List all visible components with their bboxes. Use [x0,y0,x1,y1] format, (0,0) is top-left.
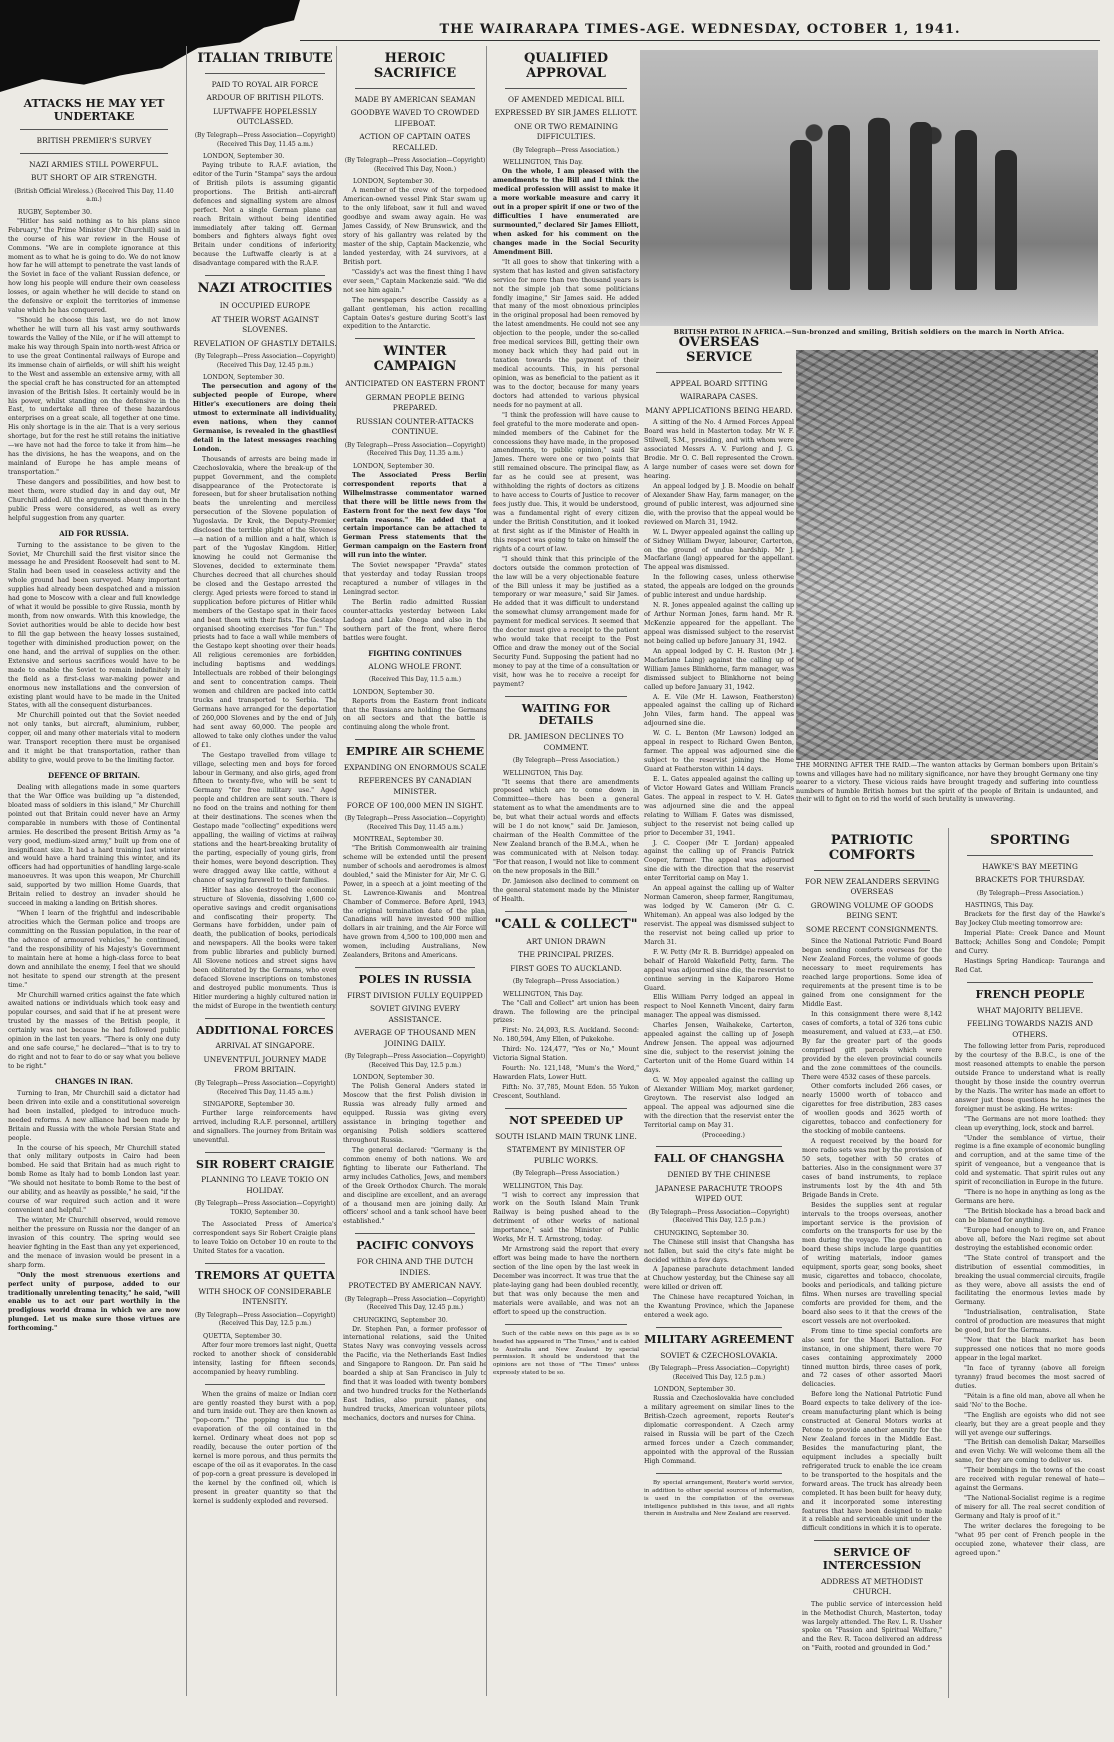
paragraph: Third: No. 124,477, "Yes or No," Mount Victoria Signal Station. [493,1046,639,1063]
rule [205,1018,325,1019]
photo-morning-after-raid [796,350,1098,760]
headline-additional-forces: ADDITIONAL FORCES [196,1023,334,1037]
photo-caption: THE MORNING AFTER THE RAID.—The wanton attacks by German bombers upon Britain's towns and villages have had no military significance, nor have they brought Germany one tiny nearer to a victory. These vicious raids have brought tragedy and suffering into countless numbers of humble British homes but the spirit of the people of Britain is undaunted, and their will to fight on to rid the world of such brutality is unwavering. [796,762,1098,803]
subhead: EXPRESSED BY SIR JAMES ELLIOTT. [494,108,638,118]
subhead: AT THEIR WORST AGAINST SLOVENES. [211,314,319,335]
subhead: LUFTWAFFE HOPELESSLY OUTCLASSED. [213,106,317,127]
dateline: LONDON, September 30. [203,153,285,161]
paragraph: Turning to the assistance to be given to the Soviet, Mr Churchill said the first visitor since the message he and President Roosevelt had sent to M. Stalin had been used in ceaseless activity and the whole ground had been surveyed. Many important supplies had already been despatched and a mission had gone to Moscow with a clear and full knowledge of what it would be possible to give Russia, month by month, from now onwards. With this knowledge, the Soviet authorities would be able to decide how best to fill the gap between the heavy losses sustained, together with diminished production power, on the one hand, and the arrival of supplies on the other. Extensive and serious sacrifices would have to be made to enable the Soviet to remain indefinitely in the field as a first-class war-making power and enormous new installations and the conversion of existing plant would have to be made in the United States, with all the consequent disturbances. [8,541,180,710]
paragraph: These dangers and possibilities, and how best to meet them, were studied day in and day out, Mr Churchill added. All the arguments about them in the public Press were considered, as well as every helpful suggestion from any quarter. [8,478,180,522]
rule [355,338,475,339]
paragraph: Dealing with allegations made in some quarters that the War Office was building up "a distended, bloated mass of soldiers in this island," Mr Churchill pointed out that Britain could never have an Army comparable in numbers with those of Continental armies. He described the present British Army as "a very good, medium-sized army," built up from one of insignificant size. It had a hard training last winter and would have a hard training this winter, and its officers had had opportunities of handling large-scale manoeuvres. It was upon this weapon, Mr Churchill said, supported by two million Home Guards, that Britain relied to destroy an invader should he succeed in making a landing on British shores. [8,783,180,908]
subhead: RUSSIAN COUNTER-ATTACKS CONTINUE. [356,416,474,437]
rule [967,855,1093,856]
rule [505,911,627,912]
paragraph: E. L. Gates appealed against the calling up of Victor Howard Gates and William Francis Gates. The appeal in respect to V. H. Gates was adjourned sine die and the appeal relating to William F. Gates was dismissed, subject to the reservist not being called up prior to December 31, 1941. [644,775,794,837]
paragraph: N. R. Jones appealed against the calling up of Arthur Norman Jones, farm hand. Mr R. McKenzie appeared for the appellant. The appeal was dismissed subject to the reservist not being called up before January 31, 1942. [644,602,794,645]
paragraph: "The English are egoists who did not see clearly, but they are a great people and they will yet avenge our sufferings. [955,1411,1105,1437]
paragraph: An appeal lodged by C. H. Ruston (Mr J. Macfarlane Laing) against the calling up of William James Blinkhorne, farm manager, was dismissed subject to Blinkhorne not being called up before January 31, 1942. [644,647,794,691]
paragraph: "I should think that this principle of the doctors outside the common protection of the law will be a very objectionable feature of the Bill unless it may be justified as a temporary or war measure," said Sir James. He added that it was difficult to understand the somewhat clumsy arrangement made for payment for medical services. It seemed that the doctor must give a receipt to the patient who would take that receipt to the Post Office and draw the money out of the Social Security Fund. Supposing the patient had no money to pay at the time of a consultation or visit, how was he to receive a receipt for payment? [493,555,639,688]
paragraph: The persecution and agony of the subjected people of Europe, where Hitler's executioners are doing their utmost to exterminate all individuality, even nations, when they cannot Germanise, is revealed in the ghastliest detail in the latest messages reaching London. [193,383,337,453]
dateline: LONDON, September 30. [353,462,435,470]
paragraph: "It seems that there are amendments proposed which are to come down in Committee—there has been a general statement as to what the amendments are to be, but what their actual words and effects will be I do not know," said Dr. Jamieson, chairman of the Health Committee of the New Zealand branch of the B.M.A., when he was communicated with at Nelson today. "For that reason, I would not like to comment on the new proposals in the Bill." [493,778,639,875]
wire-credit: (By Telegraph—Press Association—Copyright) (Received This Day, 11.45 a.m.) [194,1080,336,1096]
subhead: HAWKE'S BAY MEETING [982,861,1078,871]
paragraph: "Europe had enough to live on, and France above all, before the Nazi regime set about destroying the established economic order. [955,1226,1105,1252]
rule [656,1327,782,1328]
paragraph: "The British Commonwealth air training scheme will be extended until the present number of schools and aerodromes is almost doubled," said the Minister for Air, Mr C. G. Power, in a speech at a joint meeting of the St. Lawrence-Kiwanis and Montreal Chamber of Commerce. Before April, 1943, the original termination date of the plan, Canadians will have invested 900 million dollars in air training, and the Air Force will have grown from 4,500 to 100,000 men and women, including Australians, New Zealanders, Britons and Americans. [343,844,487,960]
headline-service-of-intercession: SERVICE OF INTERCESSION [822,1546,922,1572]
paragraph: "The British blockade has a broad back and can be blamed for anything. [955,1208,1105,1224]
headline-italian-tribute: ITALIAN TRIBUTE [197,51,333,66]
rule [967,982,1093,983]
subhead: DENIED BY THE CHINESE [667,1170,771,1180]
subhead: AVERAGE OF THOUSAND MEN JOINING DAILY. [353,1028,477,1048]
paragraph: The Berlin radio admitted Russian counter-attacks yesterday between Lake Ladoga and Lake Onega and also in the southern part of the front, where fierce battles were fought. [343,598,487,642]
paragraph: A member of the crew of the torpedoed American-owned vessel Pink Star swam up to the only lifeboat, saw it full and waved goodbye and swam away again. He was James Cassidy, of New Brunswick, and the story of his gallantry was related by the master of the ship, Captain Mackenzie, who landed yesterday, with 24 survivors, at a British port. [343,187,487,266]
paragraph: An appeal against the calling up of Walter Norman Cameron, sheep farmer, Rangitumau, was lodged by W. Cameron (Mr G. C. Whiteman). An appeal was also lodged by the reservist. The appeal was dismissed subject to the reservist not being called up prior to March 31. [644,885,794,946]
subhead: ALONG WHOLE FRONT. [368,661,462,671]
paragraph: In the course of his speech, Mr Churchill stated that only military outposts in Cairo had been bombed. He said that Britain had as much right to bomb Rome as Italy had to bomb London last year. "We should not hesitate to bomb Rome to the best of our ability, and as heavily as possible," he said, "if the course of war required such action and it were convenient and helpful." [8,1144,180,1215]
paragraph: Russia and Czechoslovakia have concluded a military agreement on similar lines to the British-Czech agreement, reports Reuter's diplomatic correspondent. A Czech army raised in Russia will be part of the Czech armed forces under a Czech commander, appointed with the approval of the Russian High Command. [644,1395,794,1465]
paragraph: The following letter from Paris, reproduced by the courtesy of the B.B.C., is one of the most reasoned attempts to enable the person outside France to understand what is really thought by those inside the country overrun by the Nazis. The writer has made an effort to answer just those questions he imagines the foreigner must be asking. He writes: [955,1043,1105,1113]
headline-heroic-sacrifice: HEROIC SACRIFICE [373,51,457,81]
soldier-figure [790,140,812,290]
paragraph: The "Call and Collect" art union has been drawn. The following are the principal prizes: [493,999,639,1025]
paragraph: Dr. Jamieson also declined to comment on the general statement made by the Minister of Health. [493,877,639,903]
paragraph: "It all goes to show that tinkering with a system that has lasted and given satisfactory service for more than two thousand years is not the simple job that some politicians fondly imagine," Sir James said. He added that many of the most obnoxious principles in the original proposal had been removed by the latest amendments. He could not see any objection to the people, under the so-called free medical services Bill, getting their own money back which they had paid out in taxation towards the payment of their medical accounts. This, in his personal opinion, was as beneficial to the patient as it was to the doctor, because for many years doctors had attended to various physical needs for no payment at all. [493,258,639,409]
soldier-figure [828,125,850,290]
headline-sir-robert-craigie: SIR ROBERT CRAIGIE [196,1157,334,1171]
paragraph: G. W. Moy appealed against the calling up of Alexander William Moy, market gardener, Greytown. The reservist also lodged an appeal. The appeal was adjourned sine die with the direction that the reservist enter the Territorial camp on May 31. [644,1076,794,1129]
paragraph: First: No. 24,093, R.S. Auckland. Second: No. 180,594, Amy Ellen, of Pukekohe. [493,1027,639,1044]
subhead: FIRST GOES TO AUCKLAND. [510,963,622,973]
rule [505,1324,627,1325]
paragraph: Reports from the Eastern front indicate that the Russians are holding the Germans on all sectors and that the battle is continuing along the whole front. [343,697,487,732]
paragraph: F. W. Petty (Mr R. B. Burridge) appealed on behalf of Harold Wakefield Petty, farm. The appeal was adjourned sine die, the reservist to continue serving in the Kaiparoro Home Guard. [644,948,794,992]
headline-pacific-convoys: PACIFIC CONVOYS [356,1239,474,1253]
wire-credit: (By Telegraph—Press Association—Copyright) (Received This Day, 12.5 p.m.) [648,1365,790,1381]
photo-caption: BRITISH PATROL IN AFRICA.—Sun-bronzed and smiling, British soldiers on the march in North Africa. [673,328,1065,336]
wire-credit: (By Telegraph—Press Association.) [976,889,1084,897]
subhead: APPEAL BOARD SITTING [670,378,768,388]
wire-credit: (By Telegraph—Press Association—Copyright) (Received This Day, 12.45 p.m.) [344,1295,486,1312]
subhead: PAID TO ROYAL AIR FORCE [211,79,319,89]
paragraph: A Japanese parachute detachment landed at Chuchow yesterday, but the Chinese say all were killed or driven off. [644,1266,794,1292]
dateline: QUETTA, September 30. [203,1332,282,1340]
paragraph: A sitting of the No. 4 Armed Forces Appeal Board was held in Masterton today. Mr W. F. Stilwell, S.M., presiding, and with whom were associated Messrs A. V. Furlong and J. G. Brodie. Mr O. C. Bell represented the Crown. A large number of cases were set down for hearing. [644,419,794,481]
paragraph: The public service of intercession held in the Methodist Church, Masterton, today was largely attended. The Rev. L. R. Ussher spoke on "Passion and Spiritual Welfare," and the Rev. R. Tacoa delivered an address on "Faith, rooted and grounded in God." [802,1600,942,1653]
column-heroic-sacrifice [336,46,487,1696]
dateline: RUGBY, September 30. [18,208,93,216]
rule [205,73,325,74]
subhead: GOODBYE WAVED TO CROWDED LIFEBOAT. [350,108,480,128]
headline-empire-air-scheme: EMPIRE AIR SCHEME [345,745,485,759]
paragraph: W. L. Dwyer appealed against the calling up of Sidney William Dwyer, labourer, Carterton, on the ground of undue hardship. Mr J. Macfarlane (lang) appeared for the appellant. The appeal was dismissed. [644,528,794,572]
rule [814,870,930,871]
paragraph: "The British can demolish Dakar, Marseilles and even Vichy. We will welcome them all the same, for they are coming to deliver us. [955,1439,1105,1465]
rule [505,696,627,697]
rule [656,372,782,373]
paragraph: Thousands of arrests are being made in Czechoslovakia, where the break-up of the puppet Government, and the complete disappearance of the Protectorate is foreseen, but for sheer brutalisation nothing beats the unrelenting and merciless persecution of the Slovene population of Yugoslavia. Dr Krek, the Deputy-Premier, disclosed the terrible plight of the Slovenes—a nation of a million and a half, which is part of the Yugoslav Kingdom. Hitler, knowing he could not Germanise the Slovenes, decided to exterminate them. Churches decreed that all churches should be closed and the Gestapo arrested the clergy. Aged priests were forced to stand in supplication before pictures of Hitler while members of the Gestapo spat in their faces and beat them with their fists. The Gestapo organised shooting exercises "for fun." The priests had to face a wall while members of the Gestapo kept shooting over their heads. All religious ceremonies are forbidden, including baptisms and weddings. Intellectuals are robbed of their belongings and sent to concentration camps. Their women and children are packed into cattle trucks and transported to Serbia. The Germans have arranged for the deportation of 260,000 Slovenes and by the end of July had sent away 60,000. The people are allowed to take only clothes under the value of £1. [193,455,337,749]
dateline: SINGAPORE, September 30. [203,1101,295,1109]
wire-credit: (By Telegraph—Press Association.) [512,978,620,986]
headline-not-speeded-up: NOT SPEEDED UP [509,1113,623,1127]
paragraph: "Industrialisation, centralisation, State control of production are measures that might be good, but for the Germans. [955,1309,1105,1335]
subhead: ARRIVAL AT SINGAPORE. [215,1041,315,1051]
subhead: SOUTH ISLAND MAIN TRUNK LINE. [495,1131,637,1141]
headline-sporting: SPORTING [990,833,1070,848]
headline-waiting-for-details: WAITING FOR DETAILS [521,701,611,728]
paragraph: Fourth: No. 121,148, "Mum's the Word," Hawarden Flats, Lower Hutt. [493,1065,639,1082]
headline-military-agreement: MILITARY AGREEMENT [644,1333,794,1347]
paragraph: A. E. Vile (Mr H. Lawson, Featherston) appealed against the calling up of Richard John Viles, farm hand. The appeal was adjourned sine die. [644,693,794,728]
subhead: FOR NEW ZEALANDERS SERVING OVERSEAS [804,876,940,897]
paragraph: The Polish General Anders stated in Moscow that the first Polish division in Russia was already fully armed and equipped. Russia was giving every assistance in bringing together and organising Polish soldiers scattered throughout Russia. [343,1083,487,1144]
wire-credit: (By Telegraph—Press Association—Copyright) (Received This Day, 12.45 p.m.) [194,353,336,369]
paragraph: "Should he choose this last, we do not know whether he will turn all his vast army southwards towards the Valley of the Nile, or if he will attempt to make his way through Spain into north-west Africa or to use the great Continental railways of Europe and its immense chain of airfields, or will shift his weight to the West and assemble an extensive army, with all the special craft he has constructed for an attempted invasion of the British Isles. It certainly would be in his power, whilst standing on the defensive in the East, to undertake all three of these hazardous enterprises on a great scale, all together at one time. His only shortage is in the air. That is a very serious shortage, but for the rest he still retains the initiative—we have not had the force to take it from him—he has the divisions, he has the weapons, and on the mainland of Europe he has ample means of transportation." [8,317,180,477]
dateline: LONDON, September 30. [353,688,435,696]
paragraph: Charles Jensen, Waihakeke, Carterton, appealed against the calling up of Joseph Andrew Jensen. The appeal was adjourned sine die, subject to the reservist joining the Carterton unit of the Home Guard within 14 days. [644,1022,794,1074]
subhead: OF AMENDED MEDICAL BILL [507,94,625,104]
paragraph: Further large reinforcements have arrived, including R.A.F. personnel, artillery and signallers. The journey from Britain was uneventful. [193,1109,337,1144]
subhead: JAPANESE PARACHUTE TROOPS WIPED OUT. [655,1183,783,1204]
dateline: WELLINGTON, This Day. [503,990,583,998]
subhead: BRACKETS FOR THURSDAY. [975,875,1085,885]
paragraph: "There is no hope in anything as long as the Germans are here. [955,1189,1105,1206]
paragraph: Mr Churchill pointed out that the Soviet needed not only tanks, but aircraft, aluminium, rubber, copper, oil and many other materials vital to modern war. Transport reception there must be organised and it might be that transportation, rather than ability to give, would prove to be the limiting factor. [8,712,180,765]
paragraph: On the whole, I am pleased with the amendments to the Bill and I think the medical profession will assist to make it a more workable measure and carry it out in a proper spirit if one or two of the difficulties I have enumerated are surmounted," declared Sir James Elliott, when asked for his comment on the changes made in the Social Security Amendment Bill. [493,168,639,256]
headline-overseas-service: OVERSEAS SERVICE [678,335,760,365]
wire-credit: (Received This Day, 11.5 a.m.) [368,676,462,684]
paragraph: The Associated Press Berlin correspondent reports that a Wilhelmstrasse commentator warned that there will be little news from the Eastern front for the next few days "for certain reasons." He added that a certain importance can be attached to German Press statements that the German campaign on the Eastern front will run into the winter. [343,471,487,560]
paragraph: Fifth: No. 37,785, Mount Eden. 55 Yukon Crescent, Southland. [493,1084,639,1100]
reuter-footnote: By special arrangement, Reuter's world service, in addition to other special sources of information, is used in the compilation of the overseas intelligence published in this issue, and all rights therein in Australia and New Zealand are reserved. [644,1479,794,1518]
rule [205,275,325,276]
subhead: FORCE OF 100,000 MEN IN SIGHT. [346,800,484,810]
subhead: SOVIET GIVING EVERY ASSISTANCE. [369,1004,461,1024]
subhead: FIRST DIVISION FULLY EQUIPPED [347,990,483,1000]
subhead: EXPANDING ON ENORMOUS SCALE [343,762,487,772]
paragraph: From time to time special comforts are also sent for the Maori Battalion. For instance, in one shipment, there were 70 cases containing approximately 2000 tinned mutton birds, three cases of pork, and 72 cases of other assorted Maori delicacies. [802,1327,942,1389]
subhead: DR. JAMIESON DECLINES TO COMMENT. [508,732,624,752]
dateline: WELLINGTON, This Day. [503,159,583,167]
dateline: LONDON, September 30. [654,1386,736,1394]
paragraph: (Proceeding.) [701,1131,746,1139]
subhead: BUT SHORT OF AIR STRENGTH. [31,173,157,183]
column-overseas-service [638,330,794,1650]
paragraph: "Their bombings in the towns of the coast are received with regular renewal of hate—against the Germans. [955,1467,1105,1493]
wire-credit: (By Telegraph—Press Association—Copyright) TOKIO, September 30. [194,1200,336,1216]
subhead: PROTECTED BY AMERICAN NAVY. [348,1281,482,1291]
paragraph: The winter, Mr Churchill observed, would remove neither the pressure on Russia nor the danger of an invasion of this country. The spring would see heavier fighting in the East than any yet experienced, and the menace of invasion would be present in a sharp form. [8,1217,180,1269]
rule [656,1473,782,1474]
headline-poles-in-russia: POLES IN RUSSIA [358,973,472,987]
wire-credit: (British Official Wireless.) (Received This Day, 11.40 a.m.) [14,187,174,204]
headline-winter-campaign: WINTER CAMPAIGN [373,344,457,375]
subhead: REVELATION OF GHASTLY DETAILS. [193,338,337,348]
rule [355,1233,475,1234]
subhead: GROWING VOLUME OF GOODS BEING SENT. [810,900,934,921]
dateline: MONTREAL, September 30. [353,836,444,844]
wire-credit: (By Telegraph—Press Association.) [512,757,620,765]
wire-credit: (By Telegraph—Press Association—Copyright) (Received This Day, Noon.) [344,157,486,173]
photo-british-patrol [640,50,1098,326]
side-heading: CHANGES IN IRAN. [55,1076,133,1086]
subhead: WITH SHOCK OF CONSIDERABLE INTENSITY. [198,1286,332,1307]
paragraph: Mr Armstrong said the report that every effort was being made to have the northern section of the line open by the last week in December was incorrect. It was true that the plate-laying gang had been doubled recently, but that was only because the men and materials were available, and was not an effort to speed up the construction. [493,1246,639,1316]
paragraph: Turning to Iran, Mr Churchill said a dictator had been driven into exile and a constitutional sovereign had been installed, pledged to introduce much-needed reforms. A new alliance had been made by Britain and Russia with the whole Persian State and people. [8,1089,180,1142]
subhead: THE PRINCIPAL PRIZES. [518,950,614,960]
subhead: NAZI ARMIES STILL POWERFUL. [29,159,159,169]
paragraph: Hastings Spring Handicap: Tauranga and Red Cat. [955,958,1105,975]
paragraph: An appeal lodged by J. B. Moodie on behalf of Alexander Shaw Hay, farm manager, on the ground of public interest, was adjourned sine die, with the proviso that the appeal would be reviewed on March 31, 1942. [644,482,794,526]
soldier-figure [995,150,1017,290]
paragraph: Other comforts included 266 cases, or nearly 15000 worth of tobacco and cigarettes for free distribution, 283 cases of woollen goods and 3625 worth of cigarettes, tobacco and confectionery for the stocking of mobile canteens. [802,1083,942,1136]
paragraph: The general declared: "Germany is the common enemy of both nations. We are fighting to liberate our Fatherland. The army includes Catholics, Jews, and members of the Greek Orthodox Church. The morale and discipline are excellent, and an average of a thousand men are joining daily. An officers' school and a tank school have been established." [343,1146,487,1226]
headline-fall-of-changsha: FALL OF CHANGSHA [653,1152,785,1166]
paragraph: Mr Churchill warned critics against the fate which awaited nations or individuals which took easy and popular courses, and said that if he at present were trusted by the masses of the British people, it certainly was not because he had followed public opinion in the last ten years. "There is only one duty and one safe course," he declared—"that is to try to do right and not to fear to do or say what you believe to be right." [8,991,180,1071]
soldier-figure [868,118,890,290]
paragraph: After four more tremors last night, Quetta rocked to another shock of considerable intensity, lasting for fifteen seconds, accompanied by heavy rumbling. [193,1341,337,1376]
soldiers-figures [790,110,1010,290]
paragraph: Imperial Plate: Creek Dance and Mount Battock; Achilles Song and Condole; Pompit and Curry. [955,930,1105,956]
paragraph: "Pétain is a fine old man, above all when he said 'No' to the Boche. [955,1392,1105,1409]
column-patriotic-comforts [796,828,942,1698]
wire-credit: (By Telegraph—Press Association—Copyright) (Received This Day, 11.45 a.m.) [344,815,486,831]
paragraph: Dr. Stephen Pan, a former professor of international relations, said the United States Navy was convoying vessels across the Pacific, via the Netherlands East Indies and Singapore to Rangoon. Dr. Pan said he boarded a ship at San Francisco in July to find that it was loaded with twenty bombers and two hundred trucks for the Netherlands East Indies, also pursuit planes, one hundred trucks, American volunteer pilots, mechanics, doctors and nurses for China. [343,1325,487,1422]
column-sporting [948,828,1105,1698]
paragraph: "Under the semblance of virtue, their regime is a fine example of economic bungling and corruption, and at the same time of the spirit of vengeance, but a vengeance that is cold and systematic. That spirit rules out any spirit of reconciliation in Europe in the future. [955,1134,1105,1187]
rule [505,1108,627,1109]
soldier-figure [955,130,977,290]
rule [205,1384,325,1385]
dateline: LONDON, September 30. [203,374,285,382]
subhead: ACTION OF CAPTAIN OATES RECALLED. [359,132,471,152]
side-heading: DEFENCE OF BRITAIN. [48,771,140,781]
subhead: ART UNION DRAWN [526,936,606,946]
headline-call-and-collect: "CALL & COLLECT" [494,916,638,932]
paragraph: Ellis William Perry lodged an appeal in respect to Noel Kenneth Vincent, dairy farm manager. The appeal was dismissed. [644,994,794,1020]
headline-qualified-approval: QUALIFIED APPROVAL [523,51,609,81]
dateline: WELLINGTON, This Day. [503,769,583,777]
paragraph: J. C. Cooper (Mr T. Jordan) appealed against the calling up of Francis Patrick Cooper, farmer. The appeal was adjourned sine die with the direction that the reservist enter Territorial camp on May 1. [644,839,794,883]
subhead: MANY APPLICATIONS BEING HEARD. [645,405,793,415]
wire-credit: (By Telegraph—Press Association—Copyright) (Received This Day, 12.5 p.m.) [344,1053,486,1069]
paragraph: The Chinese have recaptured Yoichan, in the Kwantung Province, which the Japanese entered a week ago. [644,1294,794,1320]
subhead: GERMAN PEOPLE BEING PREPARED. [365,392,465,413]
paragraph: Hitler has also destroyed the economic structure of Slovenia, dissolving 1,600 co-operative savings and credit organisations and confiscating their property. The Germans have forbidden, under pain of death, the publication of books, periodicals and newspapers. All the books were taken from public libraries and publicly burned. All Slovene notices and street signs have been obliterated by the Germans, who even defaced Slovene inscriptions on tombstones and destroyed public monuments. Thus is Hitler murdering a highly cultured nation in the midst of Europe in the twentieth century. [193,886,337,1010]
paragraph: "Cassidy's act was the finest thing I have ever seen," Captain Mackenzie said. "We did not see him again." [343,268,487,294]
paragraph: "I think the profession will have cause to feel grateful to the more moderate and open-minded members of the Cabinet for the concessions they have made, in the proposed amendments, to public opinion," said Sir James. There were one or two points that still remained obscure. The principal flaw, as far as he could see at present, was withholding the rights of doctors as citizens to have access to Courts of Justice to recover fees justly due. This, it would be understood, was a fundamental right of every citizen under the British Constitution, and it looked at first sight as if the Minister of Health in this respect was going to take on himself the rights of a court of law. [493,411,639,553]
paragraph: Besides the supplies sent at regular intervals to the troops overseas, another important service is the provision of comforts on the transports for use by the men during the voyage. The goods put on board these ships include large quantities of writing materials, indoor games equipment, sports gear, song books, sheet music, cigarettes and tobacco, chocolate, books and periodicals, and talking picture films. When nurses are travelling special comforts are provided for them, and the board also sees to it that the crews of the escort vessels are not overlooked. [802,1201,942,1325]
subhead: WAIRARAPA CASES. [680,392,758,402]
rule [20,129,168,130]
subhead: BRITISH PREMIER'S SURVEY [36,136,152,146]
cable-footnote: Such of the cable news on this page as is so headed has appeared in "The Times," and is cabled to Australia and New Zealand by special permission. It should be understood that the opinions are not those of "The Times" unless expressly stated to be so. [493,1330,639,1377]
side-heading: FIGHTING CONTINUES [368,648,462,658]
subhead: ARDOUR OF BRITISH PILOTS. [206,93,324,103]
wire-credit: (By Telegraph—Press Association—Copyright) (Received This Day, 11.45 a.m.) [194,132,336,148]
rule [656,1146,782,1147]
rule [355,967,475,968]
headline-patriotic-comforts: PATRIOTIC COMFORTS [828,833,916,863]
rule [205,1152,325,1153]
paragraph: "The State control of transport and the distribution of essential commodities, in breaking the usual commercial circuits, fragile as they were, above all assists the end of facilitating the enormous levies made by Germany. [955,1254,1105,1307]
paragraph: When the grains of maize or Indian corn are gently roasted they burst with a pop, and turn inside out. They are then known as "pop-corn." The popping is due to the evaporation of the oil contained in the kernel. Ordinary wheat does not pop so readily, because the outer portion of the kernel is more porous, and thus permits the escape of the oil as it evaporates. In the case of pop-corn a great pressure is developed in the kernel by the confined oil, which is present in greater quantity so that the kernel is suddenly exploded and reversed. [193,1390,337,1505]
subhead: IN OCCUPIED EUROPE [219,301,311,311]
paragraph: "In face of tyranny (above all foreign tyranny) fraud becomes the most sacred of duties. [955,1364,1105,1390]
rule [205,1263,325,1264]
wire-credit: (By Telegraph—Press Association—Copyright) (Received This Day, 11.35 a.m.) [344,441,486,458]
wire-credit: (By Telegraph—Press Association—Copyright) (Received This Day, 12.5 p.m.) [648,1208,790,1225]
wire-credit: (By Telegraph—Press Association.) [512,1170,620,1178]
rule [814,1540,930,1541]
subhead: SOVIET & CZECHOSLOVAKIA. [660,1350,778,1360]
paragraph: "I wish to correct any impression that work on the South Island Main Trunk Railway is being pushed ahead to the detriment of other works of national importance," said the Minister of Public Works, Mr H. T. Armstrong, today. [493,1191,639,1244]
paragraph: In the following cases, unless otherwise stated, the appeals are lodged on the grounds of public interest and undue hardship. [644,574,794,600]
wire-credit: (By Telegraph—Press Association—Copyright) (Received This Day, 12.5 p.m.) [194,1311,336,1328]
paragraph: "The National-Socialist regime is a regime of misery for all. The real secret condition of Germany and Italy is proof of it." [955,1495,1105,1520]
paragraph: The Gestapo travelled from village to village, selecting men and boys for forced labour in Germany, and also girls, aged from fifteen to twenty-five, who will be sent to Germany "for free military use." Aged people and children are sent south. There is no food on the trains and nothing for them at their destinations. The scenes when the Gestapo made "collecting" expeditions were appalling, the wailing of victims at railway stations and the heart-breaking brutality of the parting, especially of young girls, from their homes, were beyond description. They were dragged away like cattle, without a chance of saying farewell to their families. [193,751,337,884]
dateline: LONDON, September 30. [353,178,435,186]
paragraph: "When I learn of the frightful and indescribable atrocities which the German police and troops are committing on the Russian population, in the rear of the advance of armoured vehicles," he continued, "and the responsibility of his Majesty's Government to maintain here at home a high-class force to beat down and annihilate the enemy, I feel that we should not hesitate to spend our strength at the present time." [8,910,180,989]
paragraph: "The Germans are not more loathed: they clean up everything, lock, stock and barrel. [955,1115,1105,1132]
rule [355,739,475,740]
masthead: THE WAIRARAPA TIMES-AGE. WEDNESDAY, OCTOBER 1, 1941. [300,22,1100,41]
paragraph: "Only the most strenuous exertions and perfect unity of purpose, added to our traditionally unrelenting tenacity," he said, "will enable us to act our part worthily in the prodigious world drama in which we are now plunged. Let us make sure those virtues are forthcoming." [8,1271,180,1333]
rule [505,88,627,89]
subhead: STATEMENT BY MINISTER OF PUBLIC WORKS. [506,1145,626,1165]
paragraph: In this consignment there were 8,142 cases of comforts, a total of 326 tons cubic measurement, and valued at £33,—at £50. By far the greater part of the goods comprised gift parcels which were provided by the eleven provincial councils and the zone committees of the councils. There were 4532 cases of these parcels. [802,1010,942,1081]
paragraph: The newspapers describe Cassidy as a gallant gentleman, his action recalling Captain Oates's gesture during Scott's last expedition to the Antarctic. [343,296,487,331]
subhead: WHAT MAJORITY BELIEVE. [977,1005,1083,1015]
paragraph: The Soviet newspaper "Pravda" states that yesterday and today Russian troops recaptured a number of villages in the Leningrad sector. [343,562,487,597]
wire-credit: (By Telegraph—Press Association.) [512,146,620,154]
dateline: HASTINGS, This Day. [965,902,1034,910]
paragraph: A request received by the board for more radio sets was met by the provision of 50 sets, together with 50 crates of batteries. Also in the consignment were 37 cases of band instruments, to replace instruments lost by the 4th and 5th Brigade Bands in Crete. [802,1138,942,1199]
headline-tremors-at-quetta: TREMORS AT QUETTA [195,1269,335,1283]
dateline: CHUNGKING, September 30. [654,1229,749,1237]
subhead: REFERENCES BY CANADIAN MINISTER. [358,776,472,796]
subhead: FEELING TOWARDS NAZIS AND OTHERS. [967,1019,1093,1039]
side-heading: AID FOR RUSSIA. [59,528,129,538]
column-italian-tribute [186,46,337,1696]
subhead: UNEVENTFUL JOURNEY MADE FROM BRITAIN. [203,1054,327,1075]
headline-nazi-atrocities: NAZI ATROCITIES [197,281,333,297]
headline-french-people: FRENCH PEOPLE [975,987,1085,1001]
subhead: SOME RECENT CONSIGNMENTS. [805,924,939,934]
paragraph: The writer declares the foregoing to be "what 95 per cent of French people in the occupied zone, whatever their class, are agreed upon." [955,1522,1105,1557]
paragraph: The Associated Press of America's correspondent says Sir Robert Craigie plans to leave Tokio on October 10 en route to the United States for a vacation. [193,1221,337,1256]
paragraph: Since the National Patriotic Fund Board began sending comforts overseas for the New Zealand Forces, the volume of goods necessary to meet requirements has reached large proportions. Some idea of requirements at the present time is to be gained from one consignment for the Middle East. [802,938,942,1009]
paragraph: Brackets for the first day of the Hawke's Bay Jockey Club meeting tomorrow are: [955,911,1105,928]
subhead: PLANNING TO LEAVE TOKIO ON HOLIDAY. [201,1175,329,1195]
dateline: WELLINGTON, This Day. [503,1182,583,1190]
paragraph: Paying tribute to R.A.F. aviation, the editor of the Turin "Stampa" says the ardour of British pilots is assuming gigantic proportions. The British anti-aircraft defences and signalling system are almost perfect. Not a single German plane can reach Britain without being identified immediately after taking off. German bombers and fighters always fight over Britain under conditions of inferiority, because the Luftwaffe clearly is at a disadvantage compared with the R.A.F. [193,161,337,268]
paragraph: Before long the National Patriotic Fund Board expects to take delivery of the ice-cream manufacturing plant which is being constructed at General Motors works at Petone to provide another amenity for the New Zealand forces in the Middle East. Besides the manufacturing plant, the equipment includes a specially built refrigerated truck to enable the ice cream to be transported to the hospitals and the forward areas. The truck has already been completed. It has been built for heavy duty, and it incorporated some interesting features that have been designed to make it a reliable and serviceable unit under the difficult conditions in which it is to operate. [802,1391,942,1533]
subhead: MADE BY AMERICAN SEAMAN [354,94,476,104]
subhead: FOR CHINA AND THE DUTCH INDIES. [356,1257,474,1277]
soldier-figure [910,122,932,290]
dateline: LONDON, September 30. [353,1074,435,1082]
paragraph: "Hitler has said nothing as to his plans since February," the Prime Minister (Mr Churchill) said in the course of his war review in the House of Commons. "We are in complete ignorance at this moment as to what he is going to do. We do not know how far he will attempt to penetrate the vast lands of the Soviet in face of the valiant Russian defence, or how long his people will endure their own ceaseless losses, or again whether he will decide to stand on the defensive or exploit the territories of immense value which he has conquered. [8,217,180,315]
column-churchill-survey [8,92,180,1742]
subhead: ANTICIPATED ON EASTERN FRONT [345,379,485,389]
dateline: CHUNGKING, September 30. [353,1316,448,1324]
paragraph: W. C. L. Benton (Mr Lawson) lodged an appeal in respect to Richard Gwen Benton, farmer. The appeal was adjourned sine die subject to the reservist joining the Home Guard at Featherston within 14 days. [644,730,794,774]
subhead: ADDRESS AT METHODIST CHURCH. [821,1576,923,1597]
headline-attacks: ATTACKS HE MAY YET UNDERTAKE [23,97,165,123]
paragraph: "Now that the black market has been suppressed one notices that no more goods appear in the legal market. [955,1337,1105,1363]
rule [355,88,475,89]
subhead: ONE OR TWO REMAINING DIFFICULTIES. [514,121,618,142]
rule [20,153,168,154]
paragraph: The Chinese still insist that Changsha has not fallen, but said the city's fate might be decided within a few days. [644,1238,794,1264]
column-qualified-approval [486,46,639,1696]
